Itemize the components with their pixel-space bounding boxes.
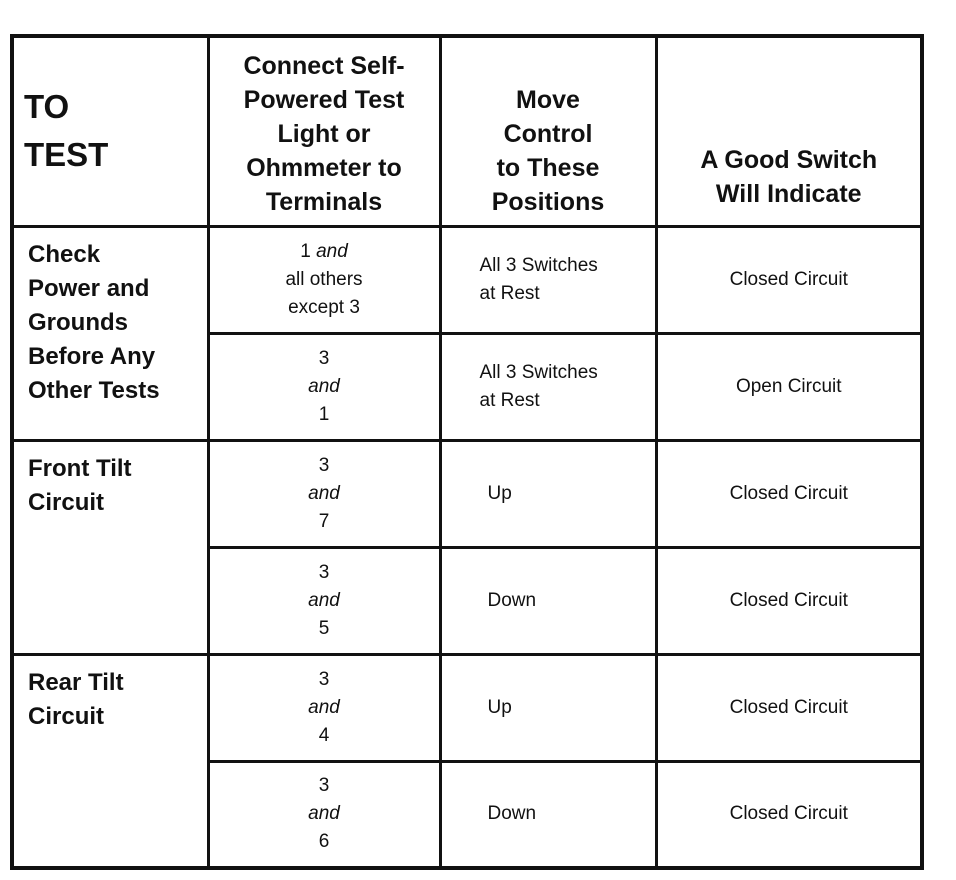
group-label-rear-tilt: Rear Tilt Circuit [12, 654, 208, 868]
positions-cell: Up [440, 654, 656, 761]
terminals-cell: 1 and all others except 3 [208, 226, 440, 333]
result-cell: Open Circuit [656, 333, 922, 440]
switch-test-table [10, 34, 924, 870]
terminals-cell: 3 and 6 [208, 761, 440, 868]
result-cell: Closed Circuit [656, 226, 922, 333]
positions-cell: Down [440, 547, 656, 654]
terminals-cell: 3 and 5 [208, 547, 440, 654]
header-to-test: TO TEST [12, 36, 208, 226]
header-connect-terminals: Connect Self- Powered Test Light or Ohmmeter to Terminals [208, 36, 440, 226]
result-cell: Closed Circuit [656, 761, 922, 868]
header-good-switch: A Good Switch Will Indicate [656, 36, 922, 226]
terminals-cell: 3 and 1 [208, 333, 440, 440]
positions-cell: All 3 Switches at Rest [440, 333, 656, 440]
table-row [12, 654, 922, 761]
positions-cell: All 3 Switches at Rest [440, 226, 656, 333]
positions-cell: Down [440, 761, 656, 868]
result-cell: Closed Circuit [656, 547, 922, 654]
table-row [12, 440, 922, 547]
header-move-control: Move Control to These Positions [440, 36, 656, 226]
terminals-cell: 3 and 7 [208, 440, 440, 547]
result-cell: Closed Circuit [656, 440, 922, 547]
group-label-power-grounds: Check Power and Grounds Before Any Other Tests [12, 226, 208, 440]
result-cell: Closed Circuit [656, 654, 922, 761]
group-label-front-tilt: Front Tilt Circuit [12, 440, 208, 654]
positions-cell: Up [440, 440, 656, 547]
terminals-cell: 3 and 4 [208, 654, 440, 761]
table-row [12, 226, 922, 333]
header-row [12, 36, 922, 226]
